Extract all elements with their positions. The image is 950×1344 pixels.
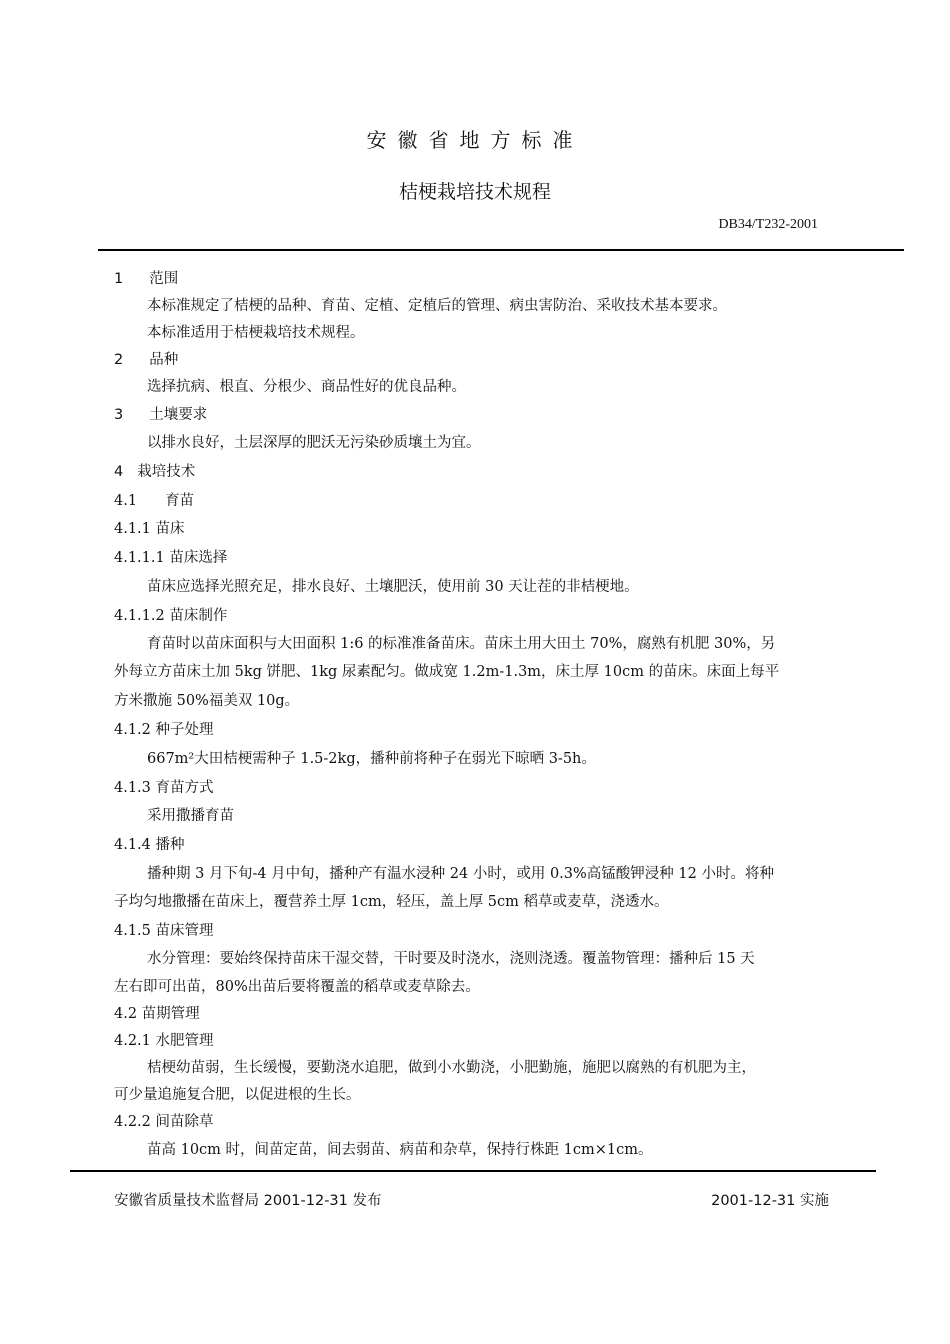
paragraph: 育苗时以苗床面积与大田面积 1:6 的标准准备苗床。苗床土用大田土 70%，腐熟有机肥 30%，另 [147, 636, 776, 652]
subsection-heading: 4.2.2 间苗除草 [114, 1114, 214, 1130]
section-4-heading [114, 462, 195, 482]
subsection-heading: 4.1.1.2 苗床制作 [114, 608, 228, 624]
paragraph-continuation: 可少量追施复合肥，以促进根的生长。 [114, 1087, 361, 1103]
section-title: 品种 [149, 352, 179, 368]
document-code: DB34/T232-2001 [718, 217, 818, 232]
paragraph: 苗高 10cm 时，间苗定苗，间去弱苗、病苗和杂草，保持行株距 1cm×1cm。 [147, 1142, 653, 1158]
subsection-heading: 4.1.2 种子处理 [114, 722, 214, 738]
paragraph: 桔梗幼苗弱，生长缓慢，要勤浇水追肥，做到小水勤浇，小肥勤施，施肥以腐熟的有机肥为主， [147, 1060, 756, 1076]
paragraph-continuation: 外每立方苗床土加 5kg 饼肥、1kg 尿素配匀。做成宽 1.2m-1.3m，床土厚 10cm 的苗床。床面上每平 [114, 664, 780, 680]
subsection-heading: 4.2.1 水肥管理 [114, 1033, 214, 1049]
section-title: 栽培技术 [137, 464, 196, 480]
section-title: 育苗 [165, 493, 195, 509]
section-3-heading [114, 405, 207, 425]
subsection-heading: 4.1.1.1 苗床选择 [114, 550, 228, 566]
subsection-heading: 4.1.3 育苗方式 [114, 780, 214, 796]
paragraph: 选择抗病、根直、分根少、商品性好的优良品种。 [147, 379, 466, 395]
paragraph: 本标准适用于桔梗栽培技术规程。 [147, 325, 365, 341]
section-number: 2 [114, 352, 124, 368]
footer-rule [70, 1170, 876, 1172]
section-1-heading [114, 269, 178, 289]
publisher-line: 安徽省质量技术监督局 2001-12-31 发布 [114, 1193, 382, 1209]
paragraph-continuation: 左右即可出苗，80%出苗后要将覆盖的稻草或麦草除去。 [114, 979, 480, 995]
org-title: 安徽省地方标准 [366, 128, 584, 152]
subsection-heading [114, 491, 194, 511]
subsection-heading: 4.1.5 苗床管理 [114, 923, 214, 939]
paragraph: 苗床应选择光照充足，排水良好、土壤肥沃，使用前 30 天让茬的非桔梗地。 [147, 579, 639, 595]
section-number: 4.1 [114, 493, 138, 509]
subsection-heading: 4.1.4 播种 [114, 837, 185, 853]
section-number: 3 [114, 407, 124, 423]
paragraph: 以排水良好，土层深厚的肥沃无污染砂质壤土为宜。 [147, 435, 481, 451]
section-title: 土壤要求 [149, 407, 208, 423]
section-number: 4 [114, 464, 124, 480]
section-title: 范围 [149, 271, 179, 287]
section-2-heading [114, 350, 178, 370]
paragraph-continuation: 方米撒施 50%福美双 10g。 [114, 693, 300, 709]
paragraph: 播种期 3 月下旬-4 月中旬，播种产有温水浸种 24 小时，或用 0.3%高锰酸钾浸种 12 小时。将种 [147, 866, 774, 882]
document-title: 桔梗栽培技术规程 [398, 181, 551, 203]
effective-date-line: 2001-12-31 实施 [711, 1193, 829, 1209]
subsection-heading: 4.2 苗期管理 [114, 1006, 200, 1022]
header-rule [98, 249, 904, 251]
paragraph: 本标准规定了桔梗的品种、育苗、定植、定植后的管理、病虫害防治、采收技术基本要求。 [147, 298, 727, 314]
section-number: 1 [114, 271, 124, 287]
subsection-heading: 4.1.1 苗床 [114, 521, 185, 537]
paragraph: 667m²大田桔梗需种子 1.5-2kg，播种前将种子在弱光下晾晒 3-5h。 [147, 751, 596, 767]
paragraph-continuation: 子均匀地撒播在苗床上，覆营养土厚 1cm，轻压，盖上厚 5cm 稻草或麦草，浇透水。 [114, 894, 669, 910]
paragraph: 水分管理：要始终保持苗床干湿交替，干时要及时浇水，浇则浇透。覆盖物管理：播种后 15 天 [147, 951, 755, 967]
paragraph: 采用撒播育苗 [147, 808, 234, 824]
